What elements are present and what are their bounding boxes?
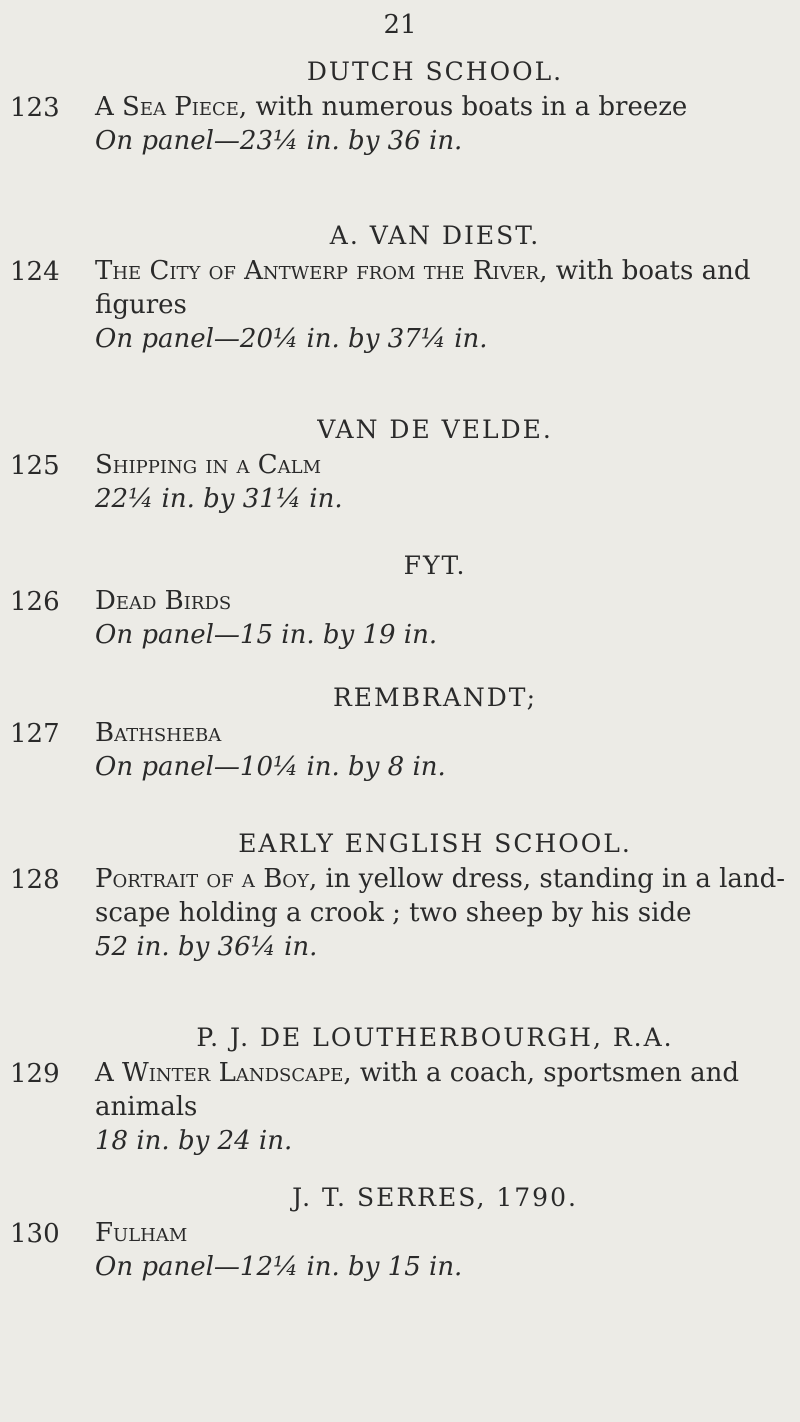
artist-heading: DUTCH SCHOOL. <box>306 57 564 86</box>
lot-number: 127 <box>10 719 60 749</box>
lot-title-rest: , with numerous boats in a breeze <box>238 92 688 122</box>
lot-dimensions: On panel—23¼ in. by 36 in. <box>95 126 463 156</box>
lot-title-lead: Bathsheba <box>95 718 222 748</box>
lot-number: 124 <box>10 257 60 287</box>
artist-heading: P. J. DE LOUTHERBOURGH, R.A. <box>196 1023 674 1052</box>
lot-dimensions: On panel—10¼ in. by 8 in. <box>95 752 446 782</box>
lot-entry <box>0 548 800 652</box>
lot-dimensions: 22¼ in. by 31¼ in. <box>95 484 343 514</box>
lot-entry <box>0 412 800 516</box>
lot-number: 128 <box>10 865 60 895</box>
lot-dimensions: On panel—20¼ in. by 37¼ in. <box>95 324 488 354</box>
lot-title-lead: Shipping in a Calm <box>95 450 322 480</box>
lot-title <box>95 448 792 482</box>
lot-dimensions: 18 in. by 24 in. <box>95 1126 293 1156</box>
lot-title-rest: , in yellow dress, standing in a land-scape holding a crook ; two sheep by his side <box>95 864 786 928</box>
lot-entry <box>0 1180 800 1284</box>
lot-title-lead: Fulham <box>95 1218 188 1248</box>
lot-title <box>95 716 792 750</box>
lot-entry <box>0 826 800 964</box>
artist-heading: EARLY ENGLISH SCHOOL. <box>238 829 632 858</box>
lot-dimensions: On panel—15 in. by 19 in. <box>95 620 438 650</box>
lot-title-lead: The City of Antwerp from the River <box>95 256 540 286</box>
artist-heading: J. T. SERRES, 1790. <box>292 1183 578 1212</box>
lot-title-rest: , with boats and figures <box>95 256 751 320</box>
lot-entry <box>0 680 800 784</box>
lot-number: 125 <box>10 451 60 481</box>
lot-title <box>95 1056 792 1124</box>
lot-title <box>95 90 792 124</box>
lot-title-lead: A Sea Piece <box>95 92 239 122</box>
artist-heading: A. VAN DIEST. <box>329 221 541 250</box>
lot-title <box>95 584 792 618</box>
lot-entry <box>0 218 800 356</box>
lot-title-lead: Portrait of a Boy <box>95 864 309 894</box>
lot-dimensions: On panel—12¼ in. by 15 in. <box>95 1252 463 1282</box>
lot-title <box>95 862 792 930</box>
artist-heading: VAN DE VELDE. <box>317 415 553 444</box>
lot-title <box>95 254 792 322</box>
lot-number: 130 <box>10 1219 60 1249</box>
page-number: 21 <box>383 10 417 40</box>
lot-title <box>95 1216 792 1250</box>
lot-title-lead: Dead Birds <box>95 586 232 616</box>
lot-number: 126 <box>10 587 60 617</box>
artist-heading: FYT. <box>403 551 467 580</box>
artist-heading: REMBRANDT; <box>332 683 538 712</box>
lot-entry <box>0 54 800 158</box>
lot-title-rest: , with a coach, sportsmen and animals <box>95 1058 740 1122</box>
lot-number: 123 <box>10 93 60 123</box>
lot-dimensions: 52 in. by 36¼ in. <box>95 932 318 962</box>
lot-entry <box>0 1020 800 1158</box>
lot-title-lead: A Winter Landscape <box>95 1058 344 1088</box>
lot-number: 129 <box>10 1059 60 1089</box>
